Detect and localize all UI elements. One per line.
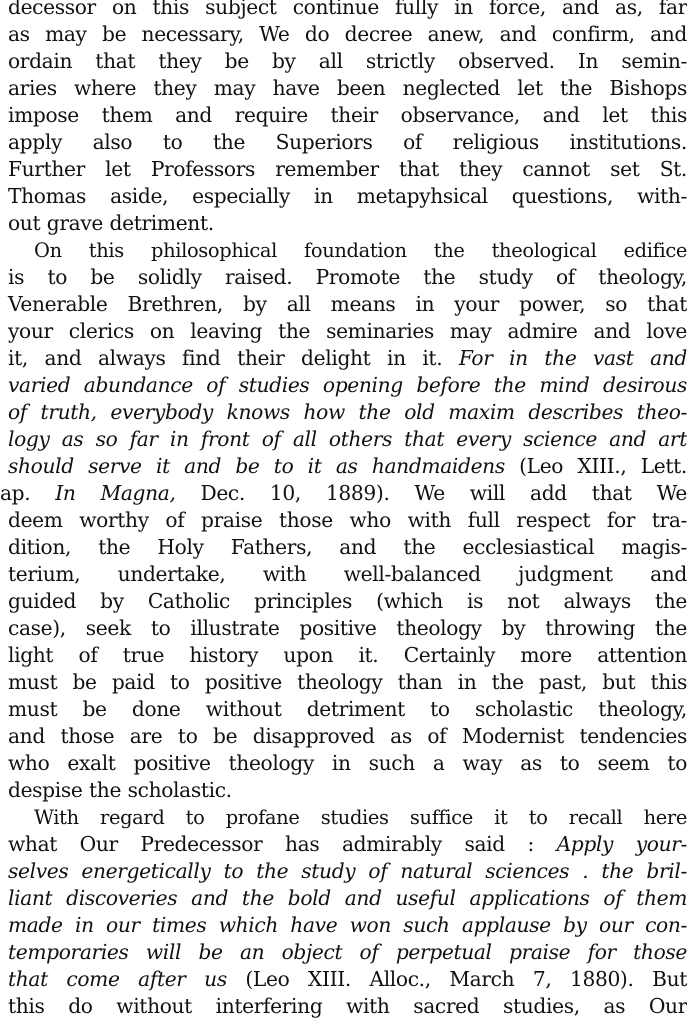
text-line <box>8 615 687 642</box>
text-run: case), seek to illustrate positive theology by throwing the <box>8 616 687 640</box>
text-run: your clerics on leaving the seminaries may admire and love <box>8 319 687 343</box>
text-line <box>8 237 687 264</box>
text-line <box>8 534 687 561</box>
italic-text: selves energetically to the study of natural sciences . the bril- <box>8 859 687 883</box>
text-run: who exalt positive theology in such a way as to seem to <box>8 751 687 775</box>
text-line <box>8 102 687 129</box>
text-run: it, and always find their delight in it. <box>8 346 459 370</box>
text-run: Thomas aside, especially in metapyhsical questions, with- <box>8 184 687 208</box>
text-run: Dec. 10, 1889). We will add that We <box>175 481 687 505</box>
text-run: must be done without detriment to scholastic theology, <box>8 697 687 721</box>
text-run: dition, the Holy Fathers, and the ecclesiastical magis- <box>8 535 687 559</box>
text-line <box>8 399 687 426</box>
italic-text: liant discoveries and the bold and useful applications of them <box>8 886 687 910</box>
text-line <box>8 912 687 939</box>
text-run: guided by Catholic principles (which is not always the <box>8 589 687 613</box>
text-run: what Our Predecessor has admirably said : <box>8 832 557 856</box>
text-run: must be paid to positive theology than in the past, but this <box>8 670 687 694</box>
text-line <box>8 588 687 615</box>
text-run: Venerable Brethren, by all means in your power, so that <box>8 292 687 316</box>
italic-text: temporaries will be an object of perpetual praise for those <box>8 940 687 964</box>
text-run: out grave detriment. <box>8 211 214 235</box>
text-line <box>8 0 687 21</box>
text-run: (Leo XIII., Lett. <box>504 454 687 478</box>
italic-text: made in our times which have won such applause by our con- <box>8 913 687 937</box>
text-line <box>8 696 687 723</box>
text-run: With regard to profane studies suffice it to recall here <box>34 806 687 829</box>
text-line <box>8 804 687 831</box>
text-line <box>8 426 687 453</box>
text-run: deem worthy of praise those who with full respect for tra- <box>8 508 687 532</box>
text-run: apply also to the Superiors of religious institutions. <box>8 130 687 154</box>
text-line <box>8 21 687 48</box>
text-run: despise the scholastic. <box>8 778 232 802</box>
text-line <box>8 858 687 885</box>
italic-text: that come after us <box>8 967 227 991</box>
text-line <box>8 993 687 1020</box>
text-run: ordain that they be by all strictly observed. In semin- <box>8 49 687 73</box>
text-line <box>8 642 687 669</box>
text-run: Further let Professors remember that they cannot set St. <box>8 157 687 181</box>
italic-text: logy as so far in front of all others that every science and art <box>8 427 687 451</box>
italic-text: In Magna, <box>55 481 176 505</box>
text-line <box>8 561 687 588</box>
text-run: ap. <box>0 481 56 505</box>
text-run: (Leo XIII. Alloc., March 7, 1880). But <box>226 967 687 991</box>
text-line <box>8 210 687 237</box>
text-line <box>8 372 687 399</box>
text-line <box>8 939 687 966</box>
italic-text: Apply your- <box>556 832 687 856</box>
text-line <box>8 723 687 750</box>
text-run: terium, undertake, with well-balanced judgment and <box>8 562 687 586</box>
text-line <box>8 75 687 102</box>
text-line <box>8 453 687 480</box>
text-line <box>8 885 687 912</box>
text-line <box>8 129 687 156</box>
text-run: as may be necessary, We do decree anew, and confirm, and <box>8 22 687 46</box>
text-line <box>0 480 687 507</box>
text-line <box>8 318 687 345</box>
text-line <box>8 507 687 534</box>
text-line <box>8 264 687 291</box>
text-line <box>8 48 687 75</box>
text-line <box>8 183 687 210</box>
text-line <box>8 156 687 183</box>
text-line <box>8 291 687 318</box>
text-run: aries where they may have been neglected let the Bishops <box>8 76 687 100</box>
text-run: and those are to be disapproved as of Modernist tendencies <box>8 724 687 748</box>
italic-text: of truth, everybody knows how the old maxim describes theo- <box>8 400 687 424</box>
text-run: impose them and require their observance, and let this <box>8 103 687 127</box>
text-line <box>8 777 687 804</box>
italic-text: varied abundance of studies opening before the mind desirous <box>8 373 687 397</box>
text-line <box>8 345 687 372</box>
text-line <box>8 966 687 993</box>
text-line <box>8 831 687 858</box>
text-line <box>8 669 687 696</box>
text-run: light of true history upon it. Certainly more attention <box>8 643 687 667</box>
text-run: decessor on this subject continue fully in force, and as, far <box>8 0 687 19</box>
text-run: is to be solidly raised. Promote the study of theology, <box>8 265 687 289</box>
italic-text: should serve it and be to it as handmaidens <box>8 454 505 478</box>
text-run: this do without interfering with sacred studies, as Our <box>8 994 687 1018</box>
italic-text: For in the vast and <box>458 346 687 370</box>
text-run: On this philosophical foundation the theological edifice <box>34 239 687 262</box>
text-line <box>8 750 687 777</box>
